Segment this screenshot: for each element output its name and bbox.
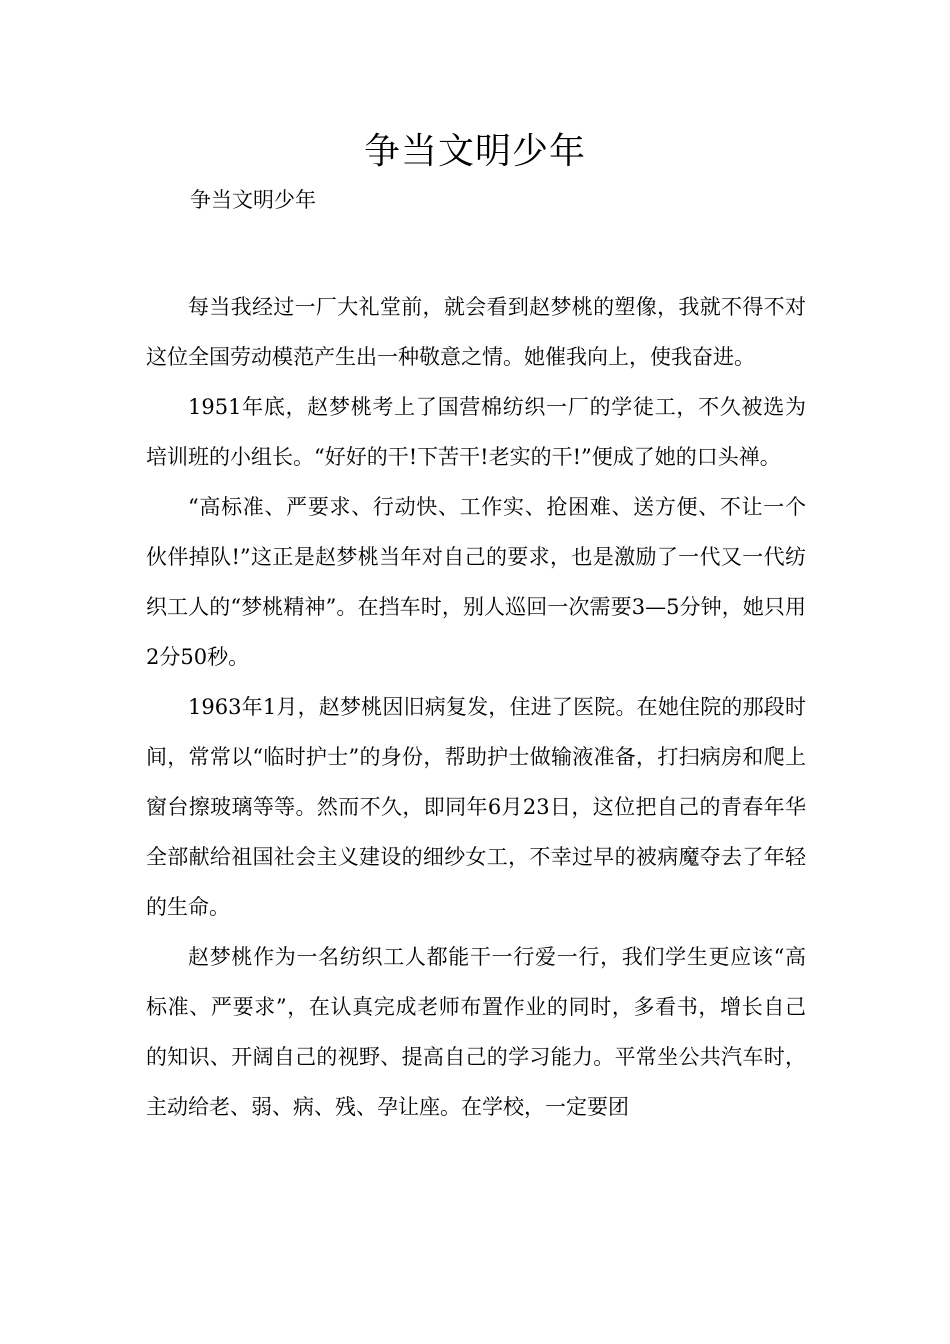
document-body: [146, 282, 806, 1132]
paragraph: 1951年底，赵梦桃考上了国营棉纺织一厂的学徒工，不久被选为培训班的小组长。“好好的干!下苦干!老实的干!”便成了她的口头禅。: [146, 395, 806, 469]
document-title: 争当文明少年: [363, 131, 586, 172]
document-subtitle: 争当文明少年: [190, 188, 316, 212]
paragraph: “高标准、严要求、行动快、工作实、抢困难、送方便、不让一个伙伴掉队!”这正是赵梦桃当年对自己的要求，也是激励了一代又一代纺织工人的“梦桃精神”。在挡车时，别人巡回一次需要3—5分钟，她只用2分50秒。: [146, 495, 806, 669]
paragraph: 1963年1月，赵梦桃因旧病复发，住进了医院。在她住院的那段时间，常常以“临时护士”的身份，帮助护士做输液准备，打扫病房和爬上窗台擦玻璃等等。然而不久，即同年6月23日，这位把自己的青春年华全部献给祖国社会主义建设的细纱女工，不幸过早的被病魔夺去了年轻的生命。: [146, 695, 806, 919]
paragraph: 每当我经过一厂大礼堂前，就会看到赵梦桃的塑像，我就不得不对这位全国劳动模范产生出一种敬意之情。她催我向上，使我奋进。: [146, 295, 806, 369]
paragraph: 赵梦桃作为一名纺织工人都能干一行爱一行，我们学生更应该“高标准、严要求”，在认真完成老师布置作业的同时，多看书，增长自己的知识、开阔自己的视野、提高自己的学习能力。平常坐公共汽车时，主动给老、弱、病、残、孕让座。在学校，一定要团: [146, 945, 806, 1119]
